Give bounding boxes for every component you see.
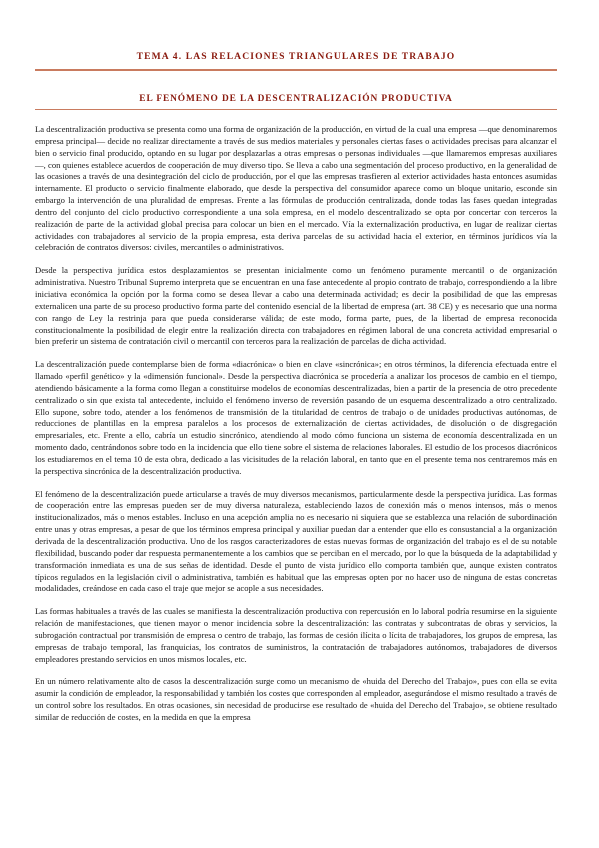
chapter-title: TEMA 4. LAS RELACIONES TRIANGULARES DE TRABAJO — [136, 51, 456, 62]
paragraph-3: La descentralización puede contemplarse bien de forma «diacrónica» o bien en clave «sincrónica»; en otros términos, la diferencia efectuada entre el llamado «perfil genético» y la «dimensión funcional». Desde la perspectiva diacrónica se procedería a analizar los procesos de cambio en el tiempo, atendiendo básicamente a la forma como llegan a constituirse modelos de economías descentralizadas, bien a partir de la presencia de otro precedente centralizado o sin que exista tal antecedente, incluido el fenómeno inverso de reversión pasando de un esquema descentralizado a otro centralizado. Ello supone, sobre todo, atender a los fenómenos de transmisión de la titularidad de centros de trabajo o de unidades productivas autónomas, de reducciones de plantillas en la empresa paralelos a los procesos de externalización de ciertas actividades, de disolución o de disgregación empresariales, etc. Frente a ello, cabría un estudio sincrónico, atendiendo al modo cómo funciona un sistema de economía descentralizada en un momento dado, centrándonos sobre todo en la incidencia que ello tiene sobre el sistema de relaciones laborales. El estudio de los procesos diacrónicos los estudiaremos en el tema 10 de esta obra, dedicado a las vicisitudes de la relación laboral, en tanto que en el presente tema nos centraremos más en la perspectiva sincrónica de la descentralización productiva. — [35, 359, 557, 476]
paragraph-2: Desde la perspectiva jurídica estos desplazamientos se presentan inicialmente como un fenómeno puramente mercantil o de organización administrativa. Nuestro Tribunal Supremo interpreta que se encuentran en una fase antecedente al propio contrato de trabajo, correspondiendo a la libre iniciativa económica la opción por la forma como se desea llevar a cabo una determinada actividad; es decir la posibilidad de que las empresas externalicen una parte de su proceso productivo forma parte del contenido esencial de la libertad de empresa (art. 38 CE) y es necesario que una norma con rango de Ley la restrinja para que pueda considerarse válida; de este modo, forma parte, pues, de la libertad de empresa reconocida constitucionalmente la posibilidad de elegir entre la realización directa con trabajadores en régimen laboral de una concreta actividad empresarial o bien preferir un sistema de contratación civil o mercantil con terceros para la realización de parcelas de dicha actividad. — [35, 265, 557, 347]
section-title: EL FENÓMENO DE LA DESCENTRALIZACIÓN PRODUCTIVA — [139, 94, 453, 104]
paragraph-4: El fenómeno de la descentralización puede articularse a través de muy diversos mecanismos, particularmente desde la perspectiva jurídica. Las formas de cooperación entre las empresas pueden ser de muy diversa naturaleza, estableciendo lazos de conexión más o menos intensos, más o menos institucionalizados, más o menos estables. Incluso en una acepción amplia no es necesario ni siquiera que se establezca una relación de subordinación entre unas y otras empresas, a pesar de que los términos empresa principal y auxiliar puedan dar a entender que ello es consustancial a la organización derivada de la descentralización productiva. Uno de los rasgos caracterizadores de estas nuevas formas de organización del trabajo es el de su notable flexibilidad, buscando poder dar respuesta permanentemente a los cambios que se perciban en el mercado, por lo que la búsqueda de la adaptabilidad y transformación inmediata es una de sus señas de identidad. Desde el punto de vista jurídico ello comporta también que, aunque existen contratos típicos regulados en la legislación civil o administrativa, también es habitual que las empresas opten por no hacer uso de ninguna de estas concretas modalidades, creándose en cada caso el traje que mejor se acople a sus necesidades. — [35, 488, 557, 594]
chapter-divider — [35, 69, 557, 71]
section-divider — [35, 109, 557, 110]
paragraph-6: En un número relativamente alto de casos la descentralización surge como un mecanismo de «huida del Derecho del Trabajo», pues con ella se evita asumir la condición de empleador, la responsabilidad y también los costes que corresponden al empleador, asegurándose el mismo resultado a través de un control sobre los resultados. En otras ocasiones, sin necesidad de producirse ese resultado de «huida del Derecho del Trabajo», se obtiene resultado similar de reducción de costes, en la medida en que la empresa — [35, 676, 557, 722]
paragraph-1: La descentralización productiva se presenta como una forma de organización de la producción, en virtud de la cual una empresa —que denominaremos empresa principal— decide no realizar directamente a través de sus medios materiales y personales ciertas fases o actividades precisas para alcanzar el bien o servicio final producido, optando en su lugar por desplazarlas a otras empresas o personas individuales —que llamaremos empresas auxiliares—, con quienes establece acuerdos de cooperación de muy diverso tipo. Se lleva a cabo una segmentación del proceso productivo, en la generalidad de las ocasiones a través de una desintegración del ciclo de producción, por el que las empresas trasfieren al exterior actividades hasta entonces asumidas internamente. El producto o servicio finalmente elaborado, que desde la perspectiva del consumidor aparece como un bloque unitario, esconde sin embargo la intervención de una pluralidad de empresas. Frente a las fórmulas de producción centralizada, donde todas las fases quedan integradas dentro del conjunto del ciclo productivo correspondiente a una sola empresa, en el modelo descentralizado se opta por concertar con terceros la realización de parte de la actividad global precisa para colocar un bien en el mercado. Vía la externalización productiva, en lugar de realizar ciertas actividades con trabajadores al servicio de la propia empresa, esta deriva parcelas de su actividad hacia el exterior, en términos jurídicos vía la celebración de contratos diversos: civiles, mercantiles o administrativos. — [35, 124, 557, 253]
paragraph-5: Las formas habituales a través de las cuales se manifiesta la descentralización productiva con repercusión en lo laboral podría resumirse en la siguiente relación de manifestaciones, que tienen mayor o menor incidencia sobre la descentralización: las contratas y subcontratas de obras y servicios, la subrogación contractual por transmisión de empresa o centro de trabajo, las formas de cesión ilícita o lícita de trabajadores, los grupos de empresa, las empresas de trabajo temporal, las franquicias, los contratos de suministros, la contratación de trabajadores autónomos, trabajadores de diversos empleadores prestando servicios en unos mismos locales, etc. — [35, 606, 557, 664]
